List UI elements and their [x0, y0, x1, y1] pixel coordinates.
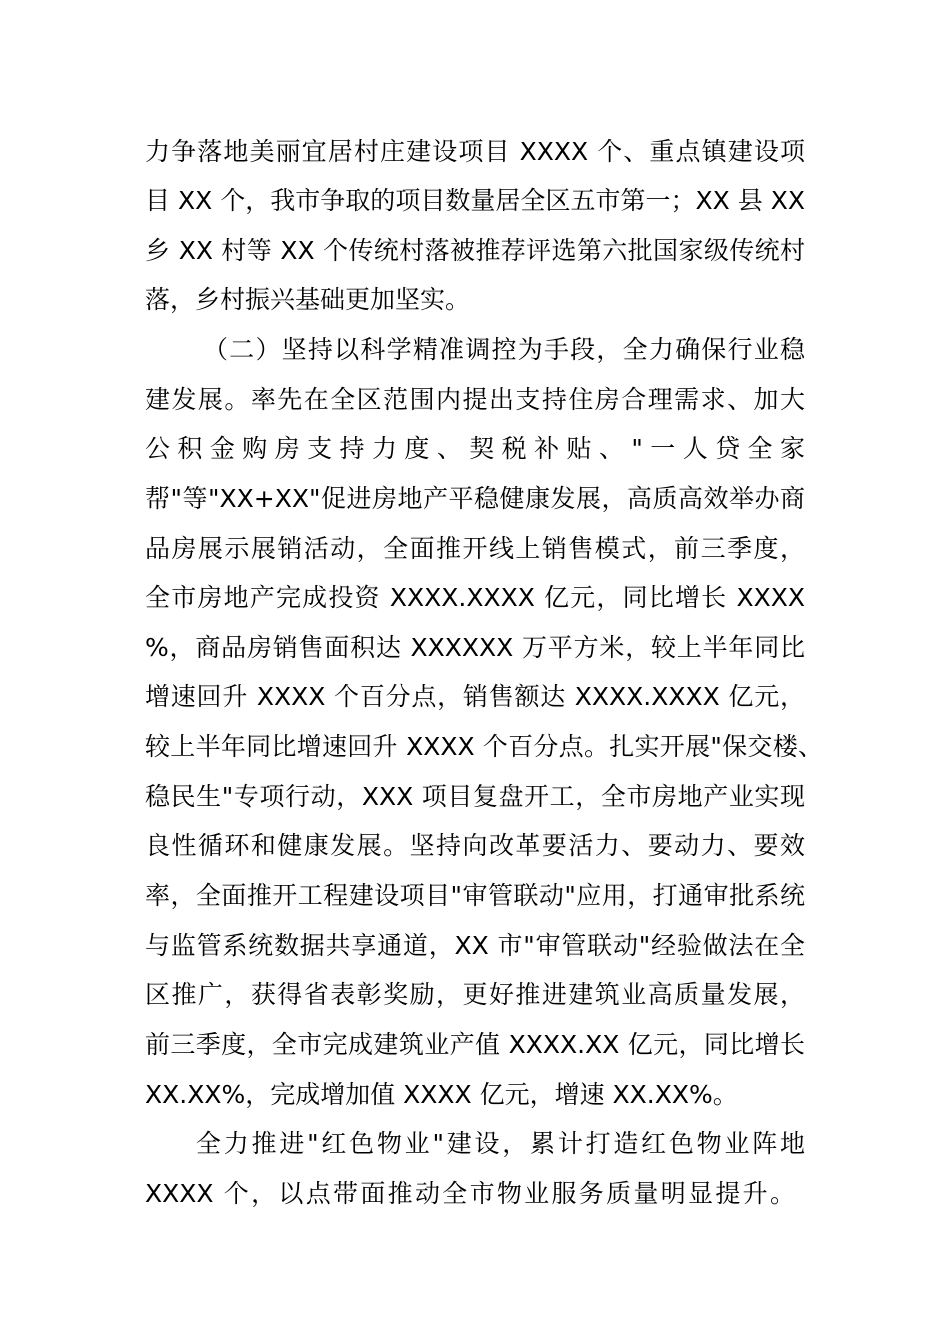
text-line: 区推广，获得省表彰奖励，更好推进建筑业高质量发展， [145, 980, 805, 1009]
text-line: XX.XX%，完成增加值 XXXX 亿元，增速 XX.XX%。 [145, 1080, 738, 1109]
paragraph-start-line: 全力推进"红色物业"建设，累计打造红色物业阵地 [196, 1129, 805, 1158]
text-line: 率，全面推开工程建设项目"审管联动"应用，打通审批系统 [145, 881, 805, 910]
text-line: 良性循环和健康发展。坚持向改革要活力、要动力、要效 [145, 831, 805, 860]
text-line: 前三季度，全市完成建筑业产值 XXXX.XX 亿元，同比增长 [145, 1030, 805, 1059]
text-line: 公积金购房支持力度、契税补贴、"一人贷全家 [145, 434, 805, 463]
text-line: 目 XX 个，我市争取的项目数量居全区五市第一；XX 县 XX [145, 186, 805, 215]
text-line: 品房展示展销活动，全面推开线上销售模式，前三季度， [145, 534, 805, 563]
text-line: 落，乡村振兴基础更加坚实。 [145, 285, 471, 314]
text-line: 建发展。率先在全区范围内提出支持住房合理需求、加大 [145, 385, 805, 414]
paragraph-heading-line: （二）坚持以科学精准调控为手段，全力确保行业稳 [203, 335, 805, 364]
text-line: %，商品房销售面积达 XXXXXX 万平方米，较上半年同比 [145, 633, 805, 662]
text-line: 较上半年同比增速回升 XXXX 个百分点。扎实开展"保交楼、 [145, 732, 823, 761]
text-line: 与监管系统数据共享通道，XX 市"审管联动"经验做法在全 [145, 931, 805, 960]
text-line: 稳民生"专项行动，XXX 项目复盘开工，全市房地产业实现 [145, 782, 805, 811]
text-line: XXXX 个，以点带面推动全市物业服务质量明显提升。 [145, 1179, 795, 1208]
text-line: 乡 XX 村等 XX 个传统村落被推荐评选第六批国家级传统村 [145, 236, 805, 265]
text-line: 力争落地美丽宜居村庄建设项目 XXXX 个、重点镇建设项 [145, 137, 805, 166]
text-line: 增速回升 XXXX 个百分点，销售额达 XXXX.XXXX 亿元， [145, 682, 805, 711]
text-line: 全市房地产完成投资 XXXX.XXXX 亿元，同比增长 XXXX [145, 583, 805, 612]
text-line: 帮"等"XX+XX"促进房地产平稳健康发展，高质高效举办商 [145, 484, 805, 513]
